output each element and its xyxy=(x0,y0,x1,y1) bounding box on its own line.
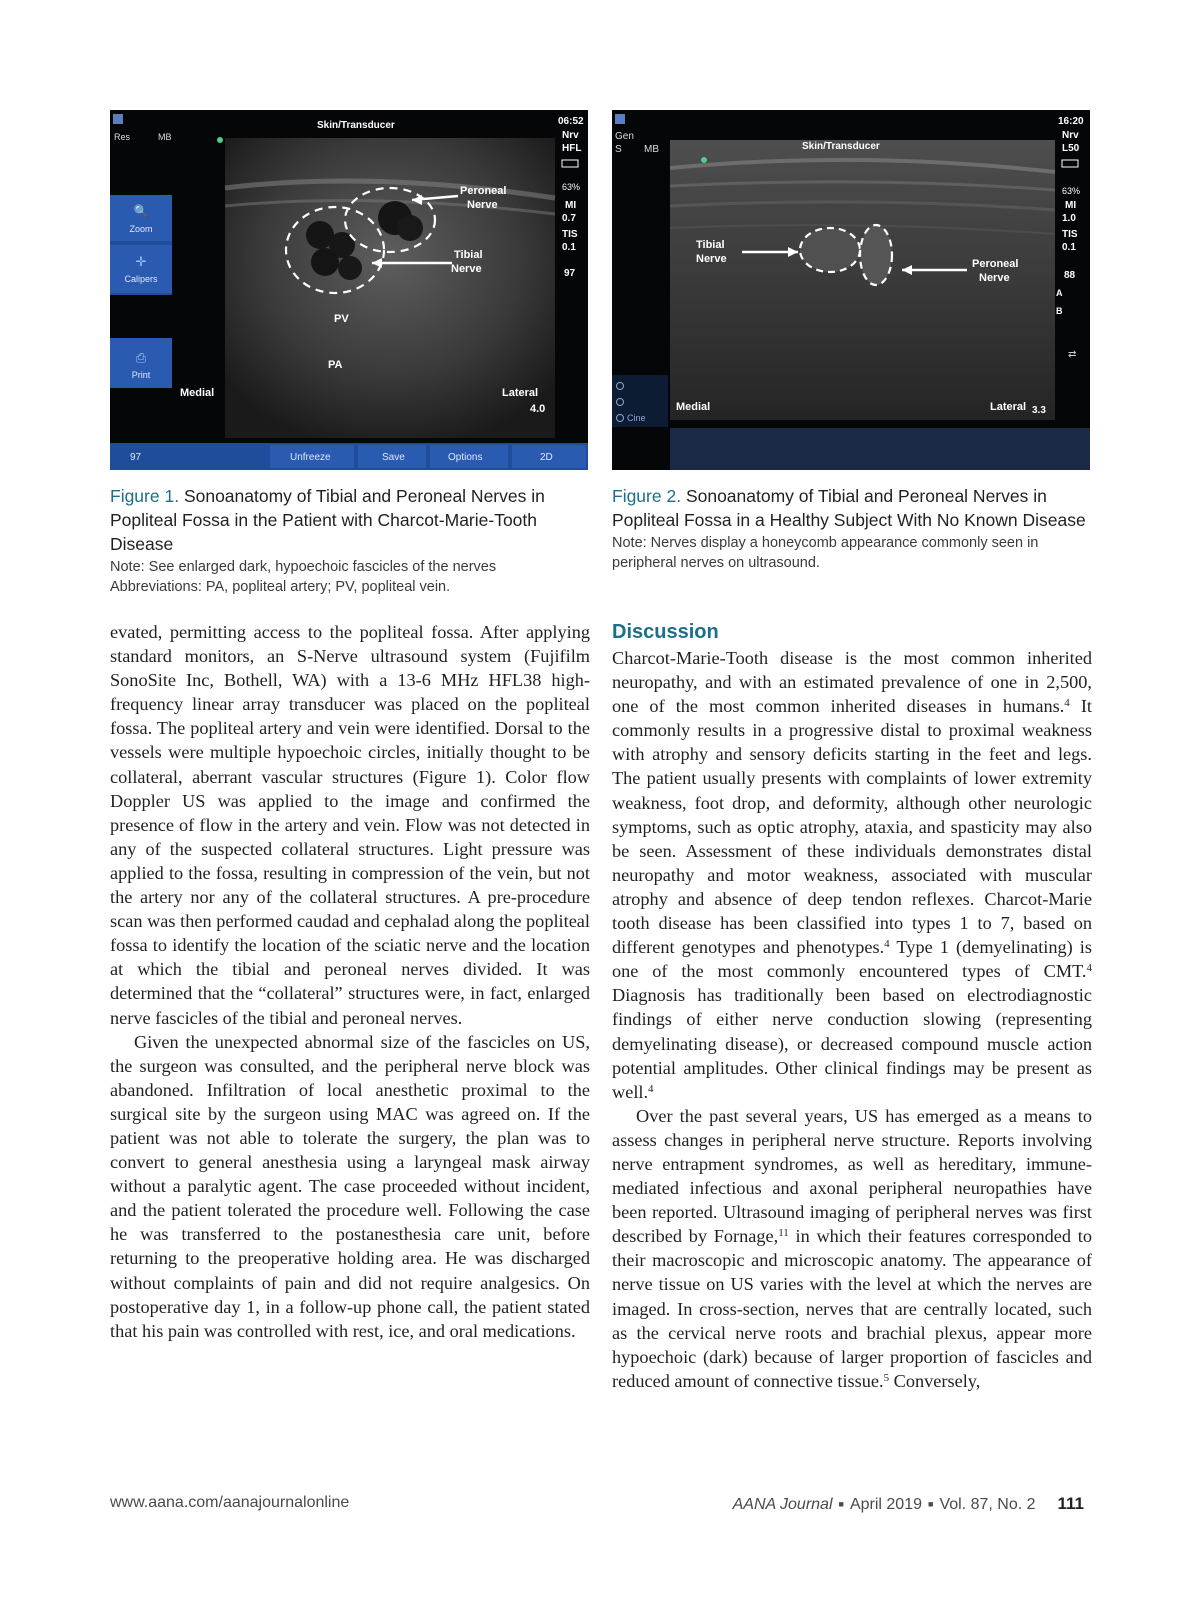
medial-label: Medial xyxy=(180,387,215,399)
right-column xyxy=(612,620,1092,1393)
figure-2-ultrasound-image xyxy=(612,110,1090,470)
svg-text:Options: Options xyxy=(448,452,483,463)
paragraph: Charcot-Marie-Tooth disease is the most common inherited neuropathy, and with an estimated prevalence of one in 2,500, one of the most common inherited diseases in humans.$^4$ It commonly results in a progressive distal to proximal weakness with atrophy and sensory deficits starting in the feet and legs. The patient usually presents with complaints of lower extremity weakness, foot drop, and deformity, although other neurologic symptoms, such as optic atrophy, ataxia, and spasticity may also be seen. Assessment of these individuals demonstrates distal neuropathy and motor weakness, associated with muscular atrophy and absence of deep tendon reflexes. Charcot-Marie tooth disease has been classified into types 1 to 7, based on different genotypes and phenotypes.$^4$ Type 1 (demyelinating) is one of the most commonly encountered types of CMT.$^4$ Diagnosis has traditionally been based on electrodiagnostic findings of either nerve conduction slowing (representing demyelinating disease), or decreased compound muscle action potential amplitudes. Other clinical findings may be present as well.$^4$ xyxy=(612,648,1092,1102)
tibial-label-2: Nerve xyxy=(451,263,482,275)
svg-text:63%: 63% xyxy=(1062,186,1081,196)
pa-label: PA xyxy=(328,359,343,371)
tibial-label-1: Tibial xyxy=(696,239,725,251)
journal-name: AANA Journal xyxy=(732,1496,833,1513)
figure-2-title: Figure 2. Sonoanatomy of Tibial and Peroneal Nerves in Popliteal Fossa in a Healthy Subject With No Known Disease xyxy=(612,486,1086,530)
svg-text:MI: MI xyxy=(565,200,577,211)
paragraph: evated, permitting access to the popliteal fossa. After applying standard monitors, an S-Nerve ultrasound system (Fujifilm SonoSite Inc, Bothell, WA) with a 13-6 MHz HFL38 high-frequency linear array transducer was placed on the popliteal fossa. The popliteal artery and vein were identified. Dorsal to the vessels were multiple hypoechoic circles, initially thought to be collateral, aberrant vascular structures (Figure 1). Color flow Doppler US was applied to the image and confirmed the presence of flow in the artery and vein. Flow was not detected in any of the suspected collateral structures. Light pressure was applied to the fossa, resulting in compression of the vein, but not the artery nor any of the collateral structures. A pre-procedure scan was then performed caudad and cephalad along the popliteal fossa to identify the location of the sciatic nerve and the location at which the tibial and peroneal nerves divided. It was determined that the “collateral” structures were, in fact, enlarged nerve fascicles of the tibial and peroneal nerves. xyxy=(110,622,590,1028)
orientation-marker xyxy=(217,137,223,143)
pv-label: PV xyxy=(334,313,349,325)
figure-2-caption xyxy=(612,484,1092,573)
paragraph: Given the unexpected abnormal size of the fascicles on US, the surgeon was consulted, and the peripheral nerve block was abandoned. Infiltration of local anesthetic proximal to the surgical site by the surgeon using MAC was agreed on. If the patient was not able to tolerate the surgery, the plan was to convert to general anesthesia using a laryngeal mask airway without a paralytic agent. The case proceeded without incident, and the patient tolerated the procedure well. Following the case he was transferred to the postanesthesia care unit, before returning to the preoperative holding area. He was discharged without complaints of pain and did not require analgesics. On postoperative day 1, in a follow-up phone call, the patient stated that his pain was controlled with rest, ice, and oral medications. xyxy=(110,1031,590,1341)
zoom-label: Zoom xyxy=(129,224,153,234)
svg-text:Nrv: Nrv xyxy=(562,130,579,141)
sidebar xyxy=(110,195,172,388)
figure-1-note: Note: See enlarged dark, hypoechoic fascicles of the nerves xyxy=(110,559,497,575)
volume-issue: Vol. 87, No. 2 xyxy=(939,1496,1036,1513)
orientation-marker xyxy=(701,157,707,163)
peroneal-label-1: Peroneal xyxy=(460,185,507,197)
left-column xyxy=(110,620,590,1343)
peroneal-label-1: Peroneal xyxy=(972,258,1019,270)
separator: ■ xyxy=(928,1499,934,1509)
figure-1-caption xyxy=(110,484,590,597)
frame-counter: 97 xyxy=(130,452,142,463)
a-marker: A xyxy=(1056,288,1063,298)
figure-1-abbreviations: Abbreviations: PA, popliteal artery; PV, popliteal vein. xyxy=(110,579,451,595)
menu-icon[interactable] xyxy=(113,114,123,124)
citation: 4 xyxy=(1086,962,1092,975)
figure-1-ultrasound-image xyxy=(110,110,588,470)
tibial-label-2: Nerve xyxy=(696,253,727,265)
svg-text:L50: L50 xyxy=(1062,143,1080,154)
tibial-nerve-outline xyxy=(800,228,860,272)
zoom-button[interactable] xyxy=(110,195,172,241)
page-number: 111 xyxy=(1057,1494,1084,1513)
svg-text:0.1: 0.1 xyxy=(562,242,576,253)
depth-readout: 3.3 xyxy=(1032,405,1046,416)
footer-citation xyxy=(733,1494,1084,1514)
usb-icon: ⇄ xyxy=(1068,349,1077,360)
svg-text:97: 97 xyxy=(564,268,576,279)
citation: 4 xyxy=(1064,697,1070,710)
depth-readout: 4.0 xyxy=(530,403,546,415)
svg-text:88: 88 xyxy=(1064,270,1076,281)
peroneal-label-2: Nerve xyxy=(467,199,498,211)
figure-1-title: Figure 1. Sonoanatomy of Tibial and Peroneal Nerves in Popliteal Fossa in the Patient with Charcot-Marie-Tooth Disease xyxy=(110,486,545,554)
svg-text:Save: Save xyxy=(382,452,405,463)
b-marker: B xyxy=(1056,306,1063,316)
mb-label: MB xyxy=(158,132,172,142)
svg-text:HFL: HFL xyxy=(562,143,582,154)
svg-text:63%: 63% xyxy=(562,182,581,192)
svg-text:MI: MI xyxy=(1065,200,1077,211)
svg-text:Unfreeze: Unfreeze xyxy=(290,452,331,463)
svg-text:TIS: TIS xyxy=(1062,229,1078,240)
lateral-label: Lateral xyxy=(502,387,539,399)
citation: 5 xyxy=(883,1371,890,1384)
res-label: Res xyxy=(114,132,131,142)
issue-date: April 2019 xyxy=(849,1496,922,1513)
left-controls xyxy=(612,375,668,427)
header-label: Skin/Transducer xyxy=(802,141,880,152)
svg-text:TIS: TIS xyxy=(562,229,578,240)
figure-2-label: Figure 2. xyxy=(612,486,682,506)
s-label: S xyxy=(615,144,622,155)
svg-text:16:20: 16:20 xyxy=(1058,116,1084,127)
citation: 4 xyxy=(884,938,890,951)
figure-1-label: Figure 1. xyxy=(110,486,180,506)
figure-2-note: Note: Nerves display a honeycomb appearance commonly seen in peripheral nerves on ultrasound. xyxy=(612,535,1039,571)
svg-text:0.7: 0.7 xyxy=(562,213,576,224)
cine-label[interactable]: Cine xyxy=(627,413,646,423)
lateral-label: Lateral xyxy=(990,401,1027,413)
print-icon: ⎙ xyxy=(135,350,147,365)
bottom-toolbar xyxy=(110,443,588,470)
print-label: Print xyxy=(131,370,151,380)
medial-label: Medial xyxy=(676,401,711,413)
peroneal-label-2: Nerve xyxy=(979,272,1010,284)
header-label: Skin/Transducer xyxy=(317,120,395,131)
menu-icon[interactable] xyxy=(615,114,625,124)
paragraph: Over the past several years, US has emerged as a means to assess changes in peripheral nerve structure. Reports involving nerve entrapment syndromes, as well as hereditary, immune-mediated infectious and axonal peripheral neuropathies have been reported. Ultrasound imaging of peripheral nerves was first described by Fornage,$^{11}$ in which their features corresponded to their macroscopic and microscopic anatomy. The appearance of nerve tissue on US varies with the level at which the nerves are imaged. In cross-section, nerves that are centrally located, such as the cervical nerve roots and brachial plexus, appear more hypoechoic (dark) because of larger proportion of fascicles and reduced amount of connective tissue.$^5$ Conversely, xyxy=(612,1105,1092,1391)
svg-text:Nrv: Nrv xyxy=(1062,130,1079,141)
zoom-icon: 🔍 xyxy=(133,204,149,218)
tibial-label-1: Tibial xyxy=(454,249,483,261)
calipers-icon: ✛ xyxy=(135,254,147,269)
calipers-button[interactable] xyxy=(110,245,172,293)
citation: 11 xyxy=(778,1227,789,1240)
svg-text:1.0: 1.0 xyxy=(1062,213,1076,224)
mb-label: MB xyxy=(644,144,659,155)
bottom-toolbar xyxy=(670,428,1090,470)
separator: ■ xyxy=(838,1499,844,1509)
gen-label: Gen xyxy=(615,131,634,142)
discussion-heading: Discussion xyxy=(612,621,719,643)
svg-text:0.1: 0.1 xyxy=(1062,242,1076,253)
citation: 4 xyxy=(648,1082,654,1095)
calipers-label: Calipers xyxy=(124,274,158,284)
footer-url[interactable]: www.aana.com/aanajournalonline xyxy=(110,1494,350,1511)
peroneal-nerve-outline xyxy=(860,225,892,285)
svg-text:2D: 2D xyxy=(540,452,553,463)
svg-text:06:52: 06:52 xyxy=(558,116,584,127)
